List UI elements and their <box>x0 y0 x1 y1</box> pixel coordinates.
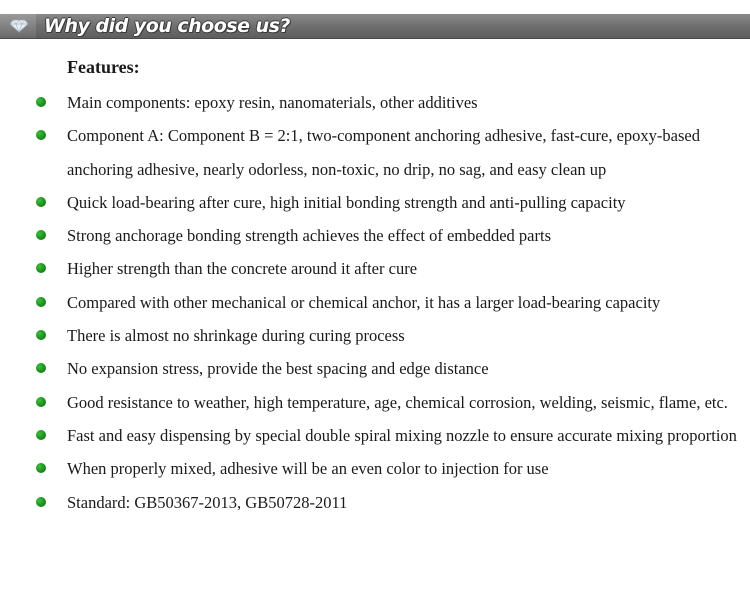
diamond-icon <box>9 19 29 33</box>
list-item <box>0 386 750 419</box>
feature-text: Standard: GB50367-2013, GB50728-2011 <box>67 492 348 512</box>
bullet-icon <box>36 497 46 507</box>
feature-text: Higher strength than the concrete around it after cure <box>67 259 418 279</box>
feature-text: Component A: Component B = 2:1, two-component anchoring adhesive, fast-cure, epoxy-based anchoring adhesive, nearly odorless, non-toxic, no drip, no sag, and easy clean up <box>67 126 700 179</box>
bullet-icon <box>36 263 46 273</box>
bullet-icon <box>36 130 46 140</box>
feature-list <box>0 86 750 519</box>
feature-text: Fast and easy dispensing by special double spiral mixing nozzle to ensure accurate mixing proportion <box>67 425 737 445</box>
bullet-icon <box>36 430 46 440</box>
feature-text: No expansion stress, provide the best spacing and edge distance <box>67 359 489 379</box>
section-header-bar <box>0 14 750 39</box>
list-item <box>0 319 750 352</box>
feature-text: Main components: epoxy resin, nanomaterials, other additives <box>67 93 478 112</box>
list-item <box>0 119 750 186</box>
list-item <box>0 86 750 119</box>
bullet-icon <box>36 397 46 407</box>
features-heading: Features: <box>67 57 140 77</box>
feature-text: When properly mixed, adhesive will be an even color to injection for use <box>67 459 549 479</box>
feature-text: There is almost no shrinkage during curing process <box>67 326 405 346</box>
list-item <box>0 252 750 285</box>
section-title: Why did you choose us? <box>44 15 290 37</box>
bullet-icon <box>36 97 46 107</box>
list-item <box>0 452 750 485</box>
bullet-icon <box>36 363 46 373</box>
bullet-icon <box>36 463 46 473</box>
bullet-icon <box>36 297 46 307</box>
list-item <box>0 186 750 219</box>
feature-text: Quick load-bearing after cure, high initial bonding strength and anti-pulling capacity <box>67 192 626 212</box>
bullet-icon <box>36 230 46 240</box>
bullet-icon <box>36 330 46 340</box>
list-item <box>0 352 750 385</box>
feature-text: Good resistance to weather, high temperature, age, chemical corrosion, welding, seismic, flame, etc. <box>67 392 728 412</box>
list-item <box>0 219 750 252</box>
list-item <box>0 419 750 452</box>
feature-text: Strong anchorage bonding strength achieves the effect of embedded parts <box>67 226 551 246</box>
feature-text: Compared with other mechanical or chemical anchor, it has a larger load-bearing capacity <box>67 292 661 312</box>
list-item <box>0 286 750 319</box>
list-item <box>0 486 750 519</box>
bullet-icon <box>36 197 46 207</box>
header-icon-cap <box>0 14 36 38</box>
